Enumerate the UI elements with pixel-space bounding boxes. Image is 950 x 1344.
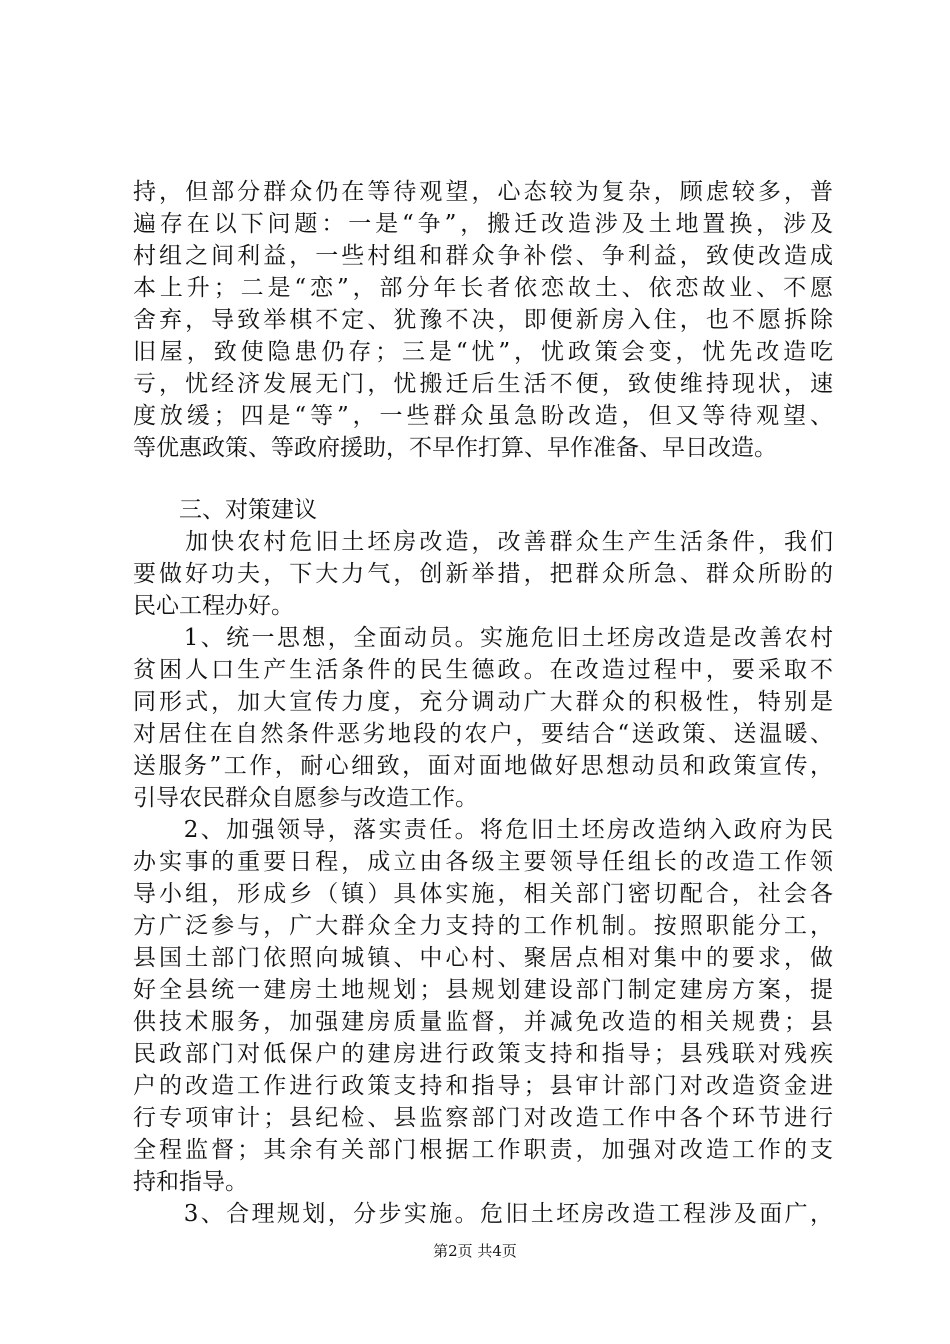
text-line: 加快农村危旧土坯房改造，改善群众生产生活条件，我们 (133, 529, 833, 555)
text-line: 引导农民群众自愿参与改造工作。 (133, 785, 478, 811)
paragraph (133, 526, 833, 622)
text-line: 同形式，加大宣传力度，充分调动广大群众的积极性，特别是 (133, 689, 833, 715)
text-line: 行专项审计；县纪检、县监察部门对改造工作中各个环节进行 (133, 1105, 833, 1131)
text-line: 贫困人口生产生活条件的民生德政。在改造过程中，要采取不 (133, 657, 833, 683)
text-line: 舍弃，导致举棋不定、犹豫不决，即便新房入住，也不愿拆除 (133, 307, 833, 333)
text-line: 1、统一思想，全面动员。实施危旧土坯房改造是改善农村 (133, 625, 833, 651)
text-line: 民心工程办好。 (133, 593, 294, 619)
paragraph (133, 494, 833, 526)
text-line: 等优惠政策、等政府援助，不早作打算、早作准备、早日改造。 (133, 435, 777, 461)
text-line: 对居住在自然条件恶劣地段的农户，要结合“送政策、送温暖、 (133, 721, 833, 747)
text-line: 旧屋，致使隐患仍存；三是“忧”，忧政策会变，忧先改造吃 (133, 339, 833, 365)
text-line: 2、加强领导，落实责任。将危旧土坯房改造纳入政府为民 (133, 817, 833, 843)
paragraph (133, 176, 833, 464)
text-line: 导小组，形成乡（镇）具体实施，相关部门密切配合，社会各 (133, 881, 833, 907)
text-line: 遍存在以下问题：一是“争”，搬迁改造涉及土地置换，涉及 (133, 211, 833, 237)
text-line: 户的改造工作进行政策支持和指导；县审计部门对改造资金进 (133, 1073, 833, 1099)
text-line: 3、合理规划，分步实施。危旧土坯房改造工程涉及面广， (133, 1201, 833, 1227)
text-line: 村组之间利益，一些村组和群众争补偿、争利益，致使改造成 (133, 243, 833, 269)
text-line: 送服务”工作，耐心细致，面对面地做好思想动员和政策宣传， (133, 753, 833, 779)
text-line: 全程监督；其余有关部门根据工作职责，加强对改造工作的支 (133, 1137, 833, 1163)
text-line: 本上升；二是“恋”，部分年长者依恋故土、依恋故业、不愿 (133, 275, 833, 301)
text-line: 持和指导。 (133, 1169, 248, 1195)
document-body (133, 176, 833, 1230)
text-line: 要做好功夫，下大力气，创新举措，把群众所急、群众所盼的 (133, 561, 833, 587)
paragraph (133, 814, 833, 1198)
text-line: 持，但部分群众仍在等待观望，心态较为复杂，顾虑较多，普 (133, 179, 833, 205)
text-line: 三、对策建议 (133, 497, 317, 523)
text-line: 亏，忧经济发展无门，忧搬迁后生活不便，致使维持现状，速 (133, 371, 833, 397)
paragraph (133, 622, 833, 814)
page-footer: 第2页 共4页 (433, 1242, 517, 1260)
text-line: 好全县统一建房土地规划；县规划建设部门制定建房方案，提 (133, 977, 833, 1003)
text-line: 度放缓；四是“等”，一些群众虽急盼改造，但又等待观望、 (133, 403, 833, 429)
paragraph (133, 1198, 833, 1230)
text-line: 方广泛参与，广大群众全力支持的工作机制。按照职能分工， (133, 913, 833, 939)
text-line: 民政部门对低保户的建房进行政策支持和指导；县残联对残疾 (133, 1041, 833, 1067)
paragraph-gap (133, 464, 833, 494)
text-line: 县国土部门依照向城镇、中心村、聚居点相对集中的要求，做 (133, 945, 833, 971)
text-line: 供技术服务，加强建房质量监督，并减免改造的相关规费；县 (133, 1009, 833, 1035)
text-line: 办实事的重要日程，成立由各级主要领导任组长的改造工作领 (133, 849, 833, 875)
